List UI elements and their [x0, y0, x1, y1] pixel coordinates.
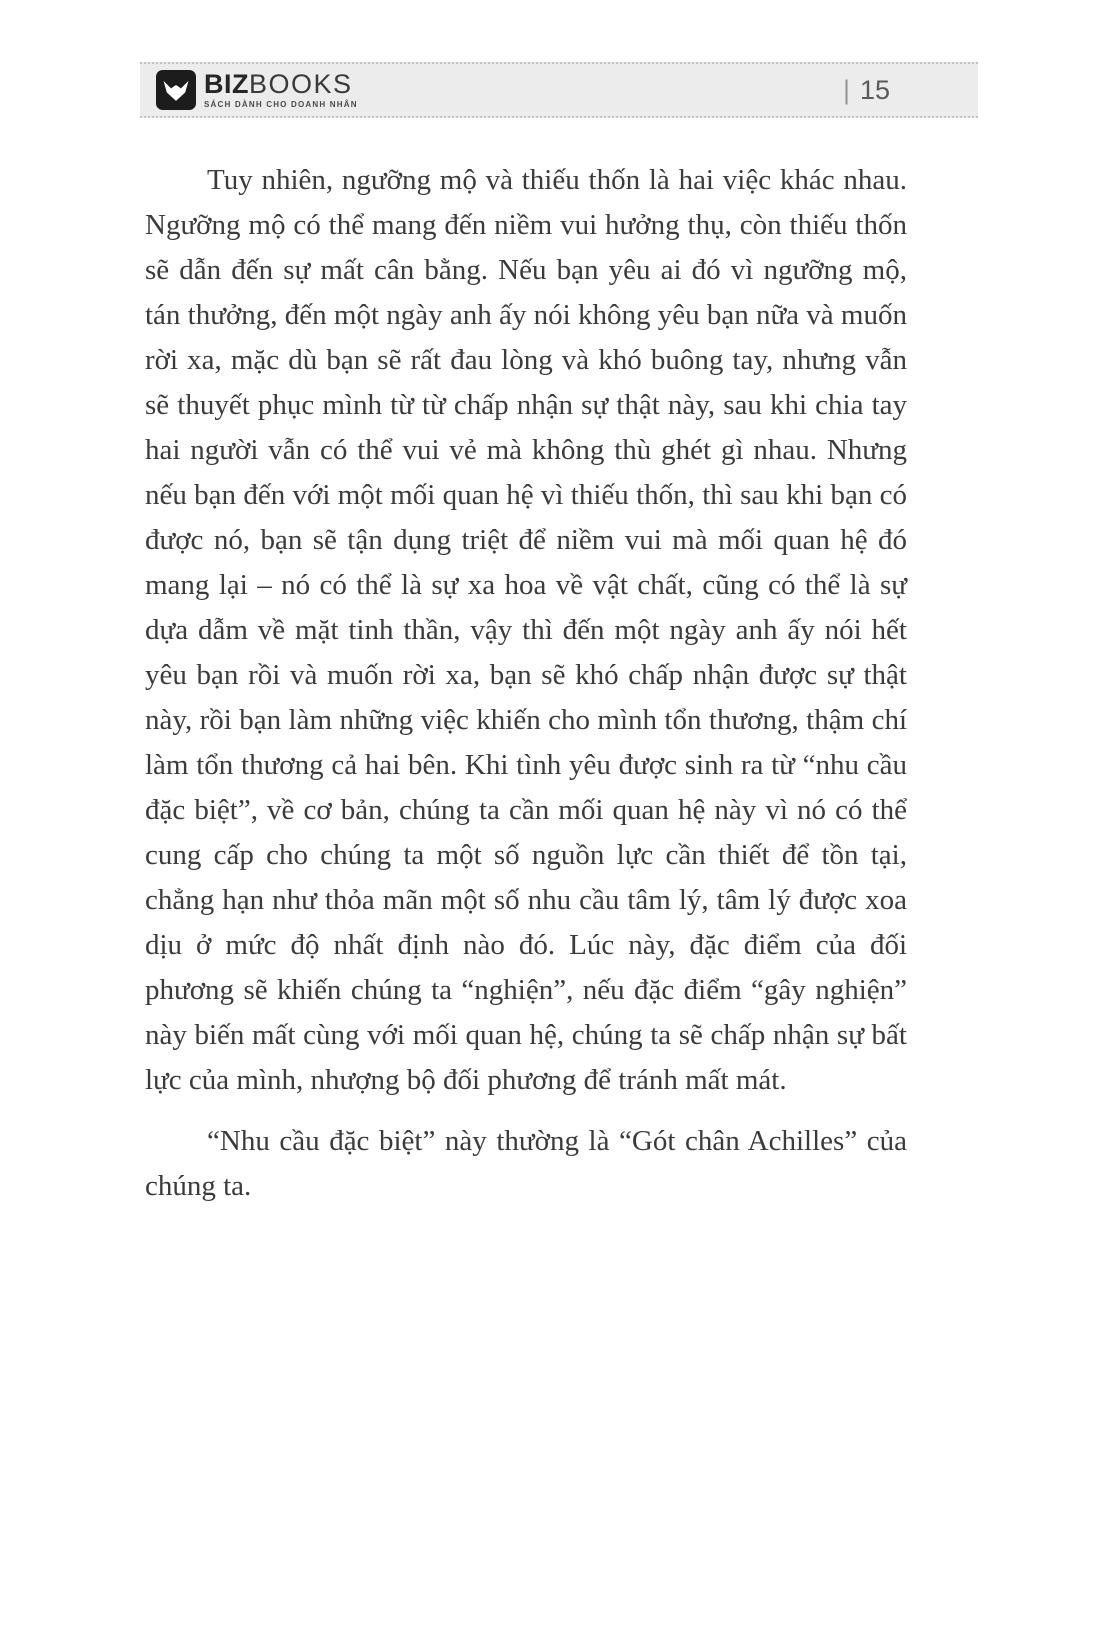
page-number-separator: | [842, 74, 850, 105]
bizbooks-logo-icon [156, 70, 196, 110]
body-paragraph: “Nhu cầu đặc biệt” này thường là “Gót chân Achilles” của chúng ta. [145, 1125, 907, 1202]
page-header [140, 62, 978, 118]
brand-name [204, 71, 358, 98]
brand-text [204, 71, 358, 109]
page-number [843, 75, 890, 106]
brand-name-books: BOOKS [249, 69, 353, 99]
brand-name-biz: BIZ [204, 69, 249, 99]
brand-tagline: SÁCH DÀNH CHO DOANH NHÂN [204, 100, 358, 109]
page-number-value: 15 [859, 74, 890, 105]
publisher-brand [156, 70, 358, 110]
page-content [145, 158, 907, 1225]
body-paragraph: Tuy nhiên, ngưỡng mộ và thiếu thốn là hai việc khác nhau. Ngưỡng mộ có thể mang đến niềm vui hưởng thụ, còn thiếu thốn sẽ dẫn đến sự mất cân bằng. Nếu bạn yêu ai đó vì ngưỡng mộ, tán thưởng, đến một ngày anh ấy nói không yêu bạn nữa và muốn rời xa, mặc dù bạn sẽ rất đau lòng và khó buông tay, nhưng vẫn sẽ thuyết phục mình từ từ chấp nhận sự thật này, sau khi chia tay hai người vẫn có thể vui vẻ mà không thù ghét gì nhau. Nhưng nếu bạn đến với một mối quan hệ vì thiếu thốn, thì sau khi bạn có được nó, bạn sẽ tận dụng triệt để niềm vui mà mối quan hệ đó mang lại – nó có thể là sự xa hoa về vật chất, cũng có thể là sự dựa dẫm về mặt tinh thần, vậy thì đến một ngày anh ấy nói hết yêu bạn rồi và muốn rời xa, bạn sẽ khó chấp nhận được sự thật này, rồi bạn làm những việc khiến cho mình tổn thương, thậm chí làm tổn thương cả hai bên. Khi tình yêu được sinh ra từ “nhu cầu đặc biệt”, về cơ bản, chúng ta cần mối quan hệ này vì nó có thể cung cấp cho chúng ta một số nguồn lực cần thiết để tồn tại, chẳng hạn như thỏa mãn một số nhu cầu tâm lý, tâm lý được xoa dịu ở mức độ nhất định nào đó. Lúc này, đặc điểm của đối phương sẽ khiến chúng ta “nghiện”, nếu đặc điểm “gây nghiện” này biến mất cùng với mối quan hệ, chúng ta sẽ chấp nhận sự bất lực của mình, nhượng bộ đối phương để tránh mất mát. [145, 164, 907, 1096]
